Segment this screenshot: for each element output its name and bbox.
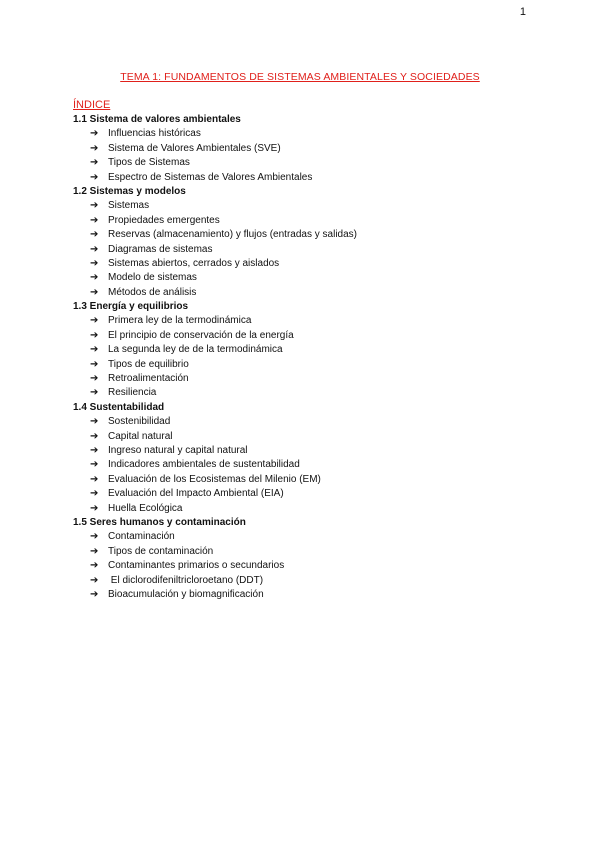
- arrow-icon: ➔: [90, 488, 99, 500]
- list-item: [73, 588, 543, 602]
- arrow-icon: ➔: [90, 128, 99, 140]
- list-item-label: Ingreso natural y capital natural: [108, 444, 248, 456]
- list-item: [73, 473, 543, 487]
- list-item: [73, 156, 543, 170]
- arrow-icon: ➔: [90, 459, 99, 471]
- list-item-label: Diagramas de sistemas: [108, 243, 213, 255]
- list-item-label: Tipos de equilibrio: [108, 358, 189, 370]
- arrow-icon: ➔: [90, 358, 99, 370]
- arrow-icon: ➔: [90, 157, 99, 169]
- arrow-icon: ➔: [90, 545, 99, 557]
- list-item: [73, 314, 543, 328]
- list-item: [73, 214, 543, 228]
- list-item-label: Contaminantes primarios o secundarios: [108, 560, 285, 572]
- table-of-contents: [73, 113, 543, 602]
- list-item: [73, 243, 543, 257]
- arrow-icon: ➔: [90, 171, 99, 183]
- arrow-icon: ➔: [90, 214, 99, 226]
- arrow-icon: ➔: [90, 531, 99, 543]
- section-title: 1.2 Sistemas y modelos: [73, 185, 186, 197]
- list-item: [73, 574, 543, 588]
- arrow-icon: ➔: [90, 430, 99, 442]
- arrow-icon: ➔: [90, 373, 99, 385]
- list-item-label: La segunda ley de de la termodinámica: [108, 344, 283, 356]
- list-item-label: Capital natural: [108, 430, 173, 442]
- list-item: [73, 372, 543, 386]
- list-item-label: Sistema de Valores Ambientales (SVE): [108, 142, 281, 154]
- list-item-label: Métodos de análisis: [108, 286, 197, 298]
- list-item-label: Propiedades emergentes: [108, 214, 220, 226]
- arrow-icon: ➔: [90, 588, 99, 600]
- list-item-label: Resiliencia: [108, 387, 157, 399]
- list-item: [73, 329, 543, 343]
- list-item-label: El principio de conservación de la energía: [108, 329, 294, 341]
- list-item: [73, 487, 543, 501]
- list-item-label: Retroalimentación: [108, 373, 189, 385]
- list-item: [73, 271, 543, 285]
- list-item: [73, 228, 543, 242]
- list-item: [73, 171, 543, 185]
- arrow-icon: ➔: [90, 574, 99, 586]
- list-item-label: Influencias históricas: [108, 128, 201, 140]
- arrow-icon: ➔: [90, 200, 99, 212]
- list-item: [73, 502, 543, 516]
- list-item-label: Tipos de Sistemas: [108, 157, 190, 169]
- arrow-icon: ➔: [90, 243, 99, 255]
- list-item: [73, 199, 543, 213]
- list-item-label: Reservas (almacenamiento) y flujos (entradas y salidas): [108, 229, 357, 241]
- list-item-label: Sostenibilidad: [108, 416, 171, 428]
- list-item-label: Huella Ecológica: [108, 502, 183, 514]
- list-item: [73, 458, 543, 472]
- arrow-icon: ➔: [90, 329, 99, 341]
- list-item: [73, 430, 543, 444]
- arrow-icon: ➔: [90, 560, 99, 572]
- list-item-label: Evaluación del Impacto Ambiental (EIA): [108, 488, 284, 500]
- list-item-label: Indicadores ambientales de sustentabilidad: [108, 459, 300, 471]
- arrow-icon: ➔: [90, 473, 99, 485]
- section-title: 1.1 Sistema de valores ambientales: [73, 114, 241, 125]
- list-item: [73, 127, 543, 141]
- list-item: [73, 415, 543, 429]
- list-item-label: Evaluación de los Ecosistemas del Milenio (EM): [108, 473, 321, 485]
- arrow-icon: ➔: [90, 272, 99, 284]
- arrow-icon: ➔: [90, 344, 99, 356]
- arrow-icon: ➔: [90, 229, 99, 241]
- list-item: [73, 142, 543, 156]
- list-item-label: Espectro de Sistemas de Valores Ambientales: [108, 171, 313, 183]
- list-item-label: Primera ley de la termodinámica: [108, 315, 252, 327]
- list-item-label: Bioacumulación y biomagnificación: [108, 588, 264, 600]
- list-item: [73, 286, 543, 300]
- list-item: [73, 358, 543, 372]
- section-title: 1.5 Seres humanos y contaminación: [73, 516, 246, 528]
- arrow-icon: ➔: [90, 416, 99, 428]
- index-heading: ÍNDICE: [73, 99, 111, 111]
- document-title: TEMA 1: FUNDAMENTOS DE SISTEMAS AMBIENTALES Y SOCIEDADES: [120, 71, 480, 83]
- list-item: [73, 559, 543, 573]
- list-item: [73, 545, 543, 559]
- page-number: 1: [519, 6, 526, 18]
- section-title: 1.4 Sustentabilidad: [73, 401, 165, 413]
- list-item: [73, 386, 543, 400]
- list-item-label: Sistemas: [108, 200, 150, 212]
- list-item-label: Sistemas abiertos, cerrados y aislados: [108, 257, 280, 269]
- list-item: [73, 257, 543, 271]
- arrow-icon: ➔: [90, 387, 99, 399]
- arrow-icon: ➔: [90, 142, 99, 154]
- arrow-icon: ➔: [90, 257, 99, 269]
- list-item-label: Tipos de contaminación: [108, 545, 214, 557]
- list-item: [73, 530, 543, 544]
- list-item-label: Modelo de sistemas: [108, 272, 197, 284]
- arrow-icon: ➔: [90, 315, 99, 327]
- arrow-icon: ➔: [90, 502, 99, 514]
- list-item: [73, 444, 543, 458]
- arrow-icon: ➔: [90, 286, 99, 298]
- list-item-label: El diclorodifeniltricloroetano (DDT): [108, 574, 264, 586]
- list-item-label: Contaminación: [108, 531, 175, 543]
- arrow-icon: ➔: [90, 444, 99, 456]
- list-item: [73, 343, 543, 357]
- section-title: 1.3 Energía y equilibrios: [73, 301, 189, 313]
